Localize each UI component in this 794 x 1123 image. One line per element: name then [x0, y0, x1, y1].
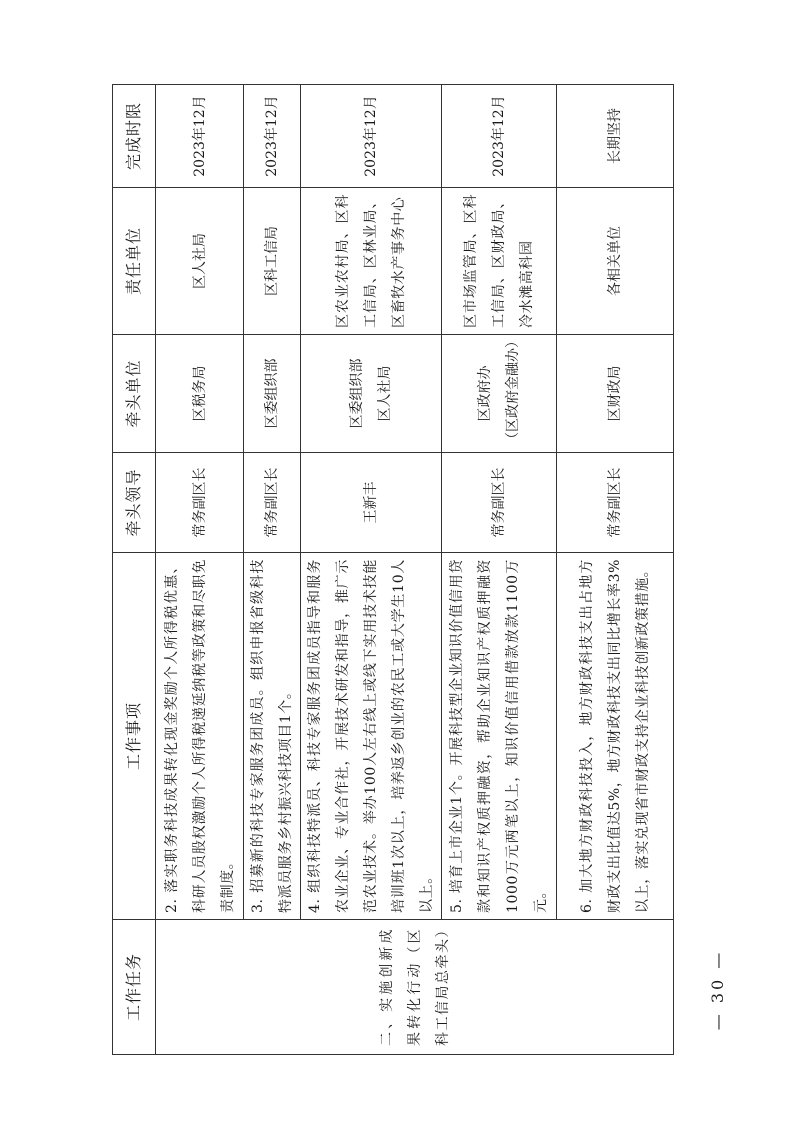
header-leader: 牵头领导: [113, 453, 156, 553]
table-row: [244, 85, 301, 1055]
lead-unit-line: （区政府金融办）: [505, 334, 521, 446]
page-number: — 30 —: [708, 949, 727, 1031]
leader-cell: 常务副区长: [557, 453, 674, 553]
leader-cell: 常务副区长: [156, 453, 244, 553]
deadline-cell: 2023年12月: [156, 85, 244, 188]
header-lead-unit: 牵头单位: [113, 335, 156, 453]
table-row: [557, 85, 674, 1055]
leader-cell: 常务副区长: [442, 453, 557, 553]
item-cell: 5. 培育上市企业1个。开展科技型企业知识价值信用贷款和知识产权质押融资，帮助企业知识产权质押融资1000万元两笔以上，知识价值信用借款放款1100万元。: [442, 553, 557, 920]
responsible-cell: 区市场监管局、区科工信局、区财政局、冷水滩高科园: [442, 188, 557, 335]
lead-unit-line: 区人社局: [377, 365, 393, 422]
lead-unit-cell: [301, 335, 442, 453]
lead-unit-cell: 区财政局: [557, 335, 674, 453]
table-row: [156, 85, 244, 1055]
header-responsible: 责任单位: [113, 188, 156, 335]
lead-unit-line: 区政府办: [477, 365, 493, 422]
responsible-cell: 区农业农村局、区科工信局、区林业局、区畜牧水产事务中心: [301, 188, 442, 335]
lead-unit-cell: 区委组织部: [244, 335, 301, 453]
table-row: [301, 85, 442, 1055]
item-cell: 2. 落实职务科技成果转化现金奖励个人所得税优惠、科研人员股权激励个人所得税递延纳税等政策和尽职免责制度。: [156, 553, 244, 920]
header-task: 工作任务: [113, 920, 156, 1055]
deadline-cell: 2023年12月: [442, 85, 557, 188]
item-cell: 3. 招募新的科技专家服务团成员。组织申报省级科技特派员服务乡村振兴科技项目1个。: [244, 553, 301, 920]
header-deadline: 完成时限: [113, 85, 156, 188]
lead-unit-line: 区委组织部: [349, 358, 365, 429]
header-item: 工作事项: [113, 553, 156, 920]
deadline-cell: 长期坚持: [557, 85, 674, 188]
rotated-page: [112, 85, 727, 1055]
responsible-cell: 区人社局: [156, 188, 244, 335]
deadline-cell: 2023年12月: [244, 85, 301, 188]
item-cell: 4. 组织科技特派员、科技专家服务团成员指导和服务农业企业、专业合作社，开展技术研发和指导，推广示范农业技术。举办100人左右线上或线下实用技术技能培训班1次以上，培养返乡创业的农民工或大学生10人以上。: [301, 553, 442, 920]
header-row: [113, 85, 156, 1055]
responsible-cell: 区科工信局: [244, 188, 301, 335]
leader-cell: 王新丰: [301, 453, 442, 553]
item-cell: 6. 加大地方财政科技投入，地方财政科技支出占地方财政支出比值达5%，地方财政科技支出同比增长率3%以上，落实兑现省市财政支持企业科技创新政策措施。: [557, 553, 674, 920]
lead-unit-cell: 区税务局: [156, 335, 244, 453]
table-row: [442, 85, 557, 1055]
leader-cell: 常务副区长: [244, 453, 301, 553]
task-cell: 二、实施创新成果转化行动（区科工信局总牵头）: [156, 920, 674, 1055]
work-plan-table: [112, 84, 674, 1055]
responsible-cell: 各相关单位: [557, 188, 674, 335]
deadline-cell: 2023年12月: [301, 85, 442, 188]
lead-unit-cell: [442, 335, 557, 453]
